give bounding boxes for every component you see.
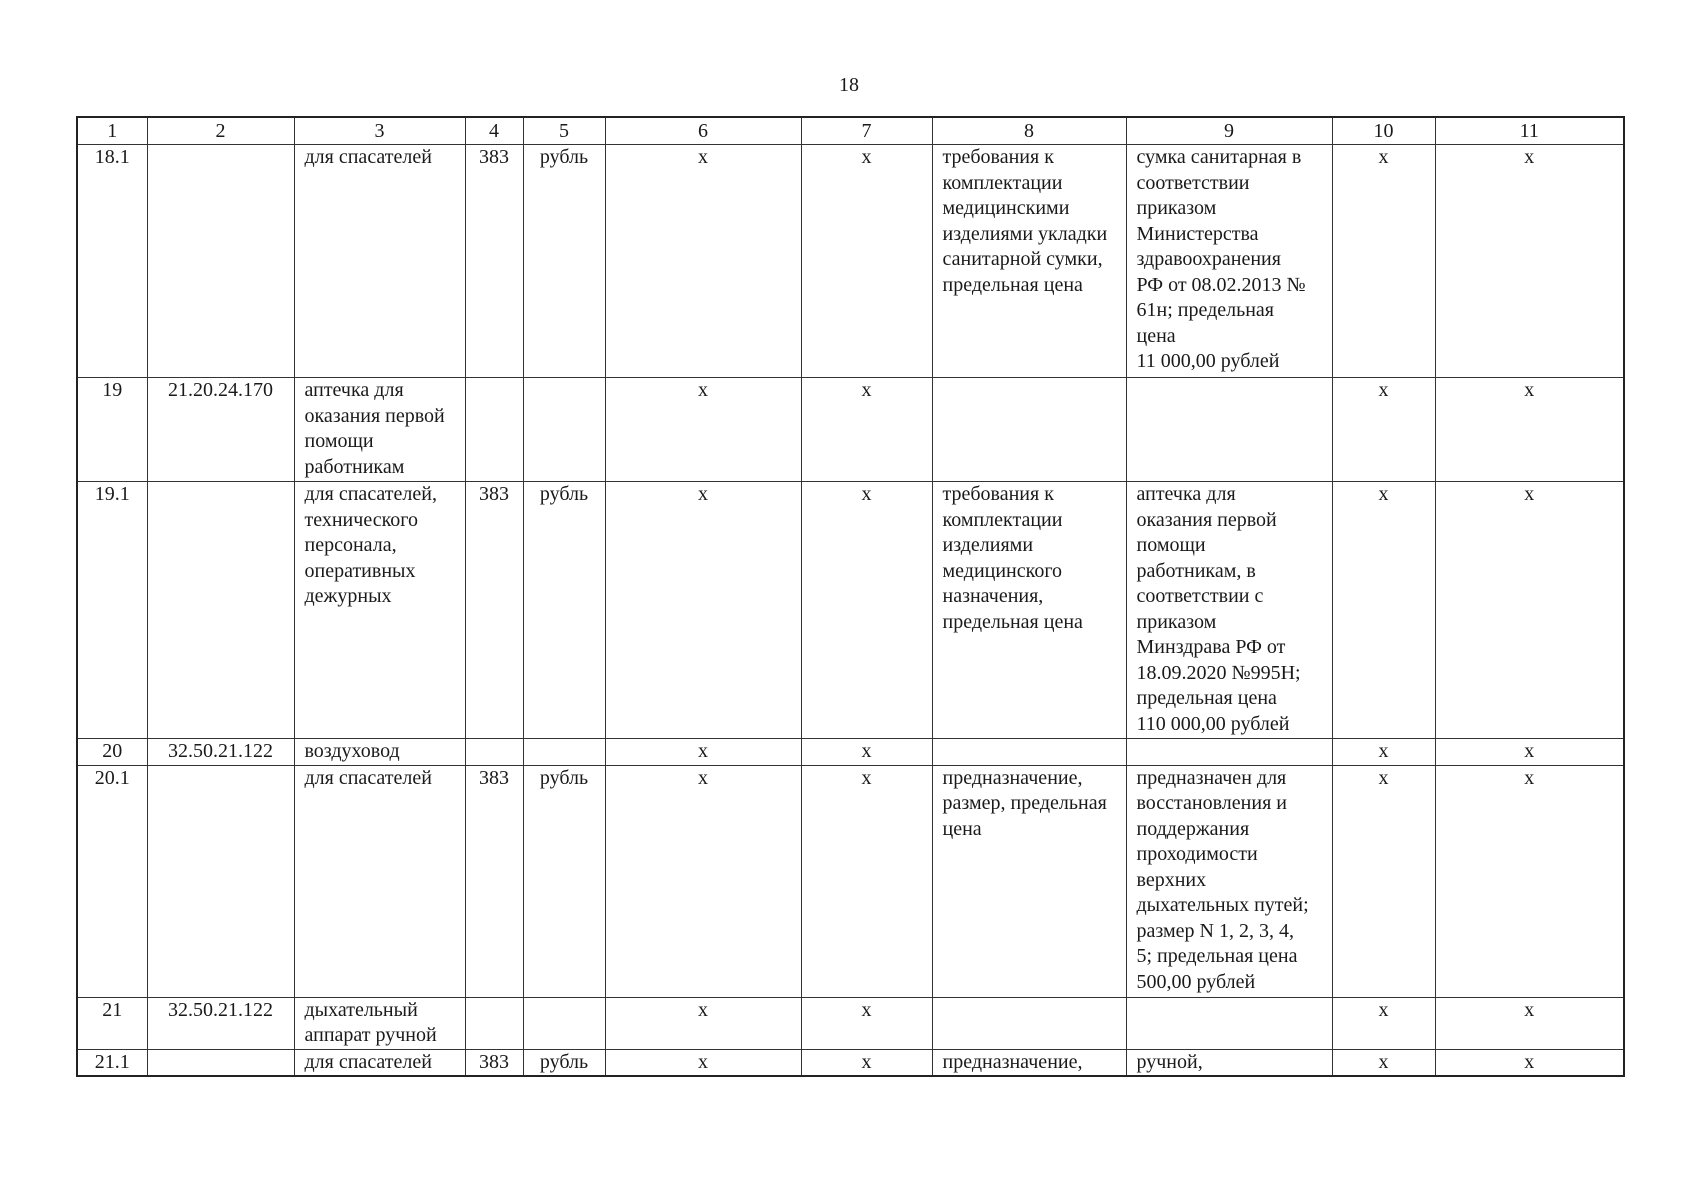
- column-header-4: 4: [465, 117, 523, 145]
- column-header-11: 11: [1435, 117, 1624, 145]
- column-header-5: 5: [523, 117, 605, 145]
- cell-unit-code: 383: [465, 765, 523, 997]
- cell-characteristic: [932, 997, 1126, 1049]
- cell-col-6: x: [605, 765, 801, 997]
- cell-col-7: x: [801, 378, 932, 482]
- cell-unit-code: [465, 378, 523, 482]
- cell-characteristic: предназначение,: [932, 1049, 1126, 1076]
- cell-col-7: x: [801, 1049, 932, 1076]
- column-header-10: 10: [1332, 117, 1435, 145]
- cell-col-7: x: [801, 739, 932, 766]
- table-row: [77, 1049, 1624, 1076]
- cell-name: для спасателей: [294, 765, 465, 997]
- cell-unit-code: [465, 739, 523, 766]
- cell-value: [1126, 739, 1332, 766]
- cell-unit-name: [523, 997, 605, 1049]
- cell-unit-name: рубль: [523, 482, 605, 739]
- cell-okpd-code: 32.50.21.122: [147, 997, 294, 1049]
- cell-value: ручной,: [1126, 1049, 1332, 1076]
- cell-item-number: 19.1: [77, 482, 147, 739]
- cell-value: аптечка для оказания первой помощи работникам, в соответствии с приказом Минздрава РФ от 18.09.2020 №995Н; предельная цена 110 000,00 рублей: [1126, 482, 1332, 739]
- cell-value: [1126, 997, 1332, 1049]
- cell-col-10: x: [1332, 997, 1435, 1049]
- cell-col-6: x: [605, 997, 801, 1049]
- cell-col-7: x: [801, 765, 932, 997]
- table-row: [77, 765, 1624, 997]
- cell-unit-name: рубль: [523, 1049, 605, 1076]
- cell-name: для спасателей: [294, 1049, 465, 1076]
- cell-col-10: x: [1332, 482, 1435, 739]
- column-header-6: 6: [605, 117, 801, 145]
- cell-col-11: x: [1435, 145, 1624, 378]
- cell-item-number: 20.1: [77, 765, 147, 997]
- table-row: [77, 739, 1624, 766]
- cell-unit-name: [523, 739, 605, 766]
- cell-unit-name: [523, 378, 605, 482]
- cell-unit-code: [465, 997, 523, 1049]
- cell-characteristic: [932, 739, 1126, 766]
- cell-name: для спасателей: [294, 145, 465, 378]
- cell-unit-name: рубль: [523, 145, 605, 378]
- cell-name: воздуховод: [294, 739, 465, 766]
- cell-item-number: 21.1: [77, 1049, 147, 1076]
- table-row: [77, 997, 1624, 1049]
- column-header-2: 2: [147, 117, 294, 145]
- cell-col-10: x: [1332, 145, 1435, 378]
- specification-table: [76, 116, 1625, 1077]
- cell-characteristic: [932, 378, 1126, 482]
- cell-unit-code: 383: [465, 482, 523, 739]
- cell-value: предназначен для восстановления и поддержания проходимости верхних дыхательных путей; размер N 1, 2, 3, 4, 5; предельная цена 500,00 рублей: [1126, 765, 1332, 997]
- column-header-9: 9: [1126, 117, 1332, 145]
- cell-characteristic: предназначение, размер, предельная цена: [932, 765, 1126, 997]
- cell-item-number: 18.1: [77, 145, 147, 378]
- cell-item-number: 20: [77, 739, 147, 766]
- cell-item-number: 19: [77, 378, 147, 482]
- cell-col-10: x: [1332, 1049, 1435, 1076]
- table-row: [77, 145, 1624, 378]
- cell-col-6: x: [605, 145, 801, 378]
- column-header-1: 1: [77, 117, 147, 145]
- cell-name: для спасателей, технического персонала, оперативных дежурных: [294, 482, 465, 739]
- cell-unit-code: 383: [465, 1049, 523, 1076]
- table-row: [77, 378, 1624, 482]
- cell-col-10: x: [1332, 765, 1435, 997]
- cell-unit-name: рубль: [523, 765, 605, 997]
- cell-value: сумка санитарная в соответствии приказом Министерства здравоохранения РФ от 08.02.2013 № 61н; предельная цена 11 000,00 рублей: [1126, 145, 1332, 378]
- cell-okpd-code: [147, 765, 294, 997]
- column-header-8: 8: [932, 117, 1126, 145]
- cell-col-6: x: [605, 739, 801, 766]
- cell-col-11: x: [1435, 997, 1624, 1049]
- cell-col-6: x: [605, 1049, 801, 1076]
- column-header-7: 7: [801, 117, 932, 145]
- cell-value: [1126, 378, 1332, 482]
- cell-okpd-code: 21.20.24.170: [147, 378, 294, 482]
- cell-col-6: x: [605, 482, 801, 739]
- table-row: [77, 482, 1624, 739]
- page-number: 18: [839, 74, 859, 96]
- cell-okpd-code: [147, 1049, 294, 1076]
- column-header-3: 3: [294, 117, 465, 145]
- cell-okpd-code: 32.50.21.122: [147, 739, 294, 766]
- cell-okpd-code: [147, 145, 294, 378]
- cell-col-10: x: [1332, 739, 1435, 766]
- cell-col-7: x: [801, 482, 932, 739]
- cell-col-6: x: [605, 378, 801, 482]
- cell-characteristic: требования к комплектации медицинскими изделиями укладки санитарной сумки, предельная цена: [932, 145, 1126, 378]
- cell-col-11: x: [1435, 1049, 1624, 1076]
- cell-col-11: x: [1435, 765, 1624, 997]
- cell-col-11: x: [1435, 482, 1624, 739]
- cell-name: дыхательный аппарат ручной: [294, 997, 465, 1049]
- cell-characteristic: требования к комплектации изделиями медицинского назначения, предельная цена: [932, 482, 1126, 739]
- cell-col-7: x: [801, 997, 932, 1049]
- cell-col-11: x: [1435, 378, 1624, 482]
- header-row: [77, 117, 1624, 145]
- cell-unit-code: 383: [465, 145, 523, 378]
- cell-col-7: x: [801, 145, 932, 378]
- cell-col-10: x: [1332, 378, 1435, 482]
- cell-name: аптечка для оказания первой помощи работникам: [294, 378, 465, 482]
- cell-item-number: 21: [77, 997, 147, 1049]
- cell-col-11: x: [1435, 739, 1624, 766]
- cell-okpd-code: [147, 482, 294, 739]
